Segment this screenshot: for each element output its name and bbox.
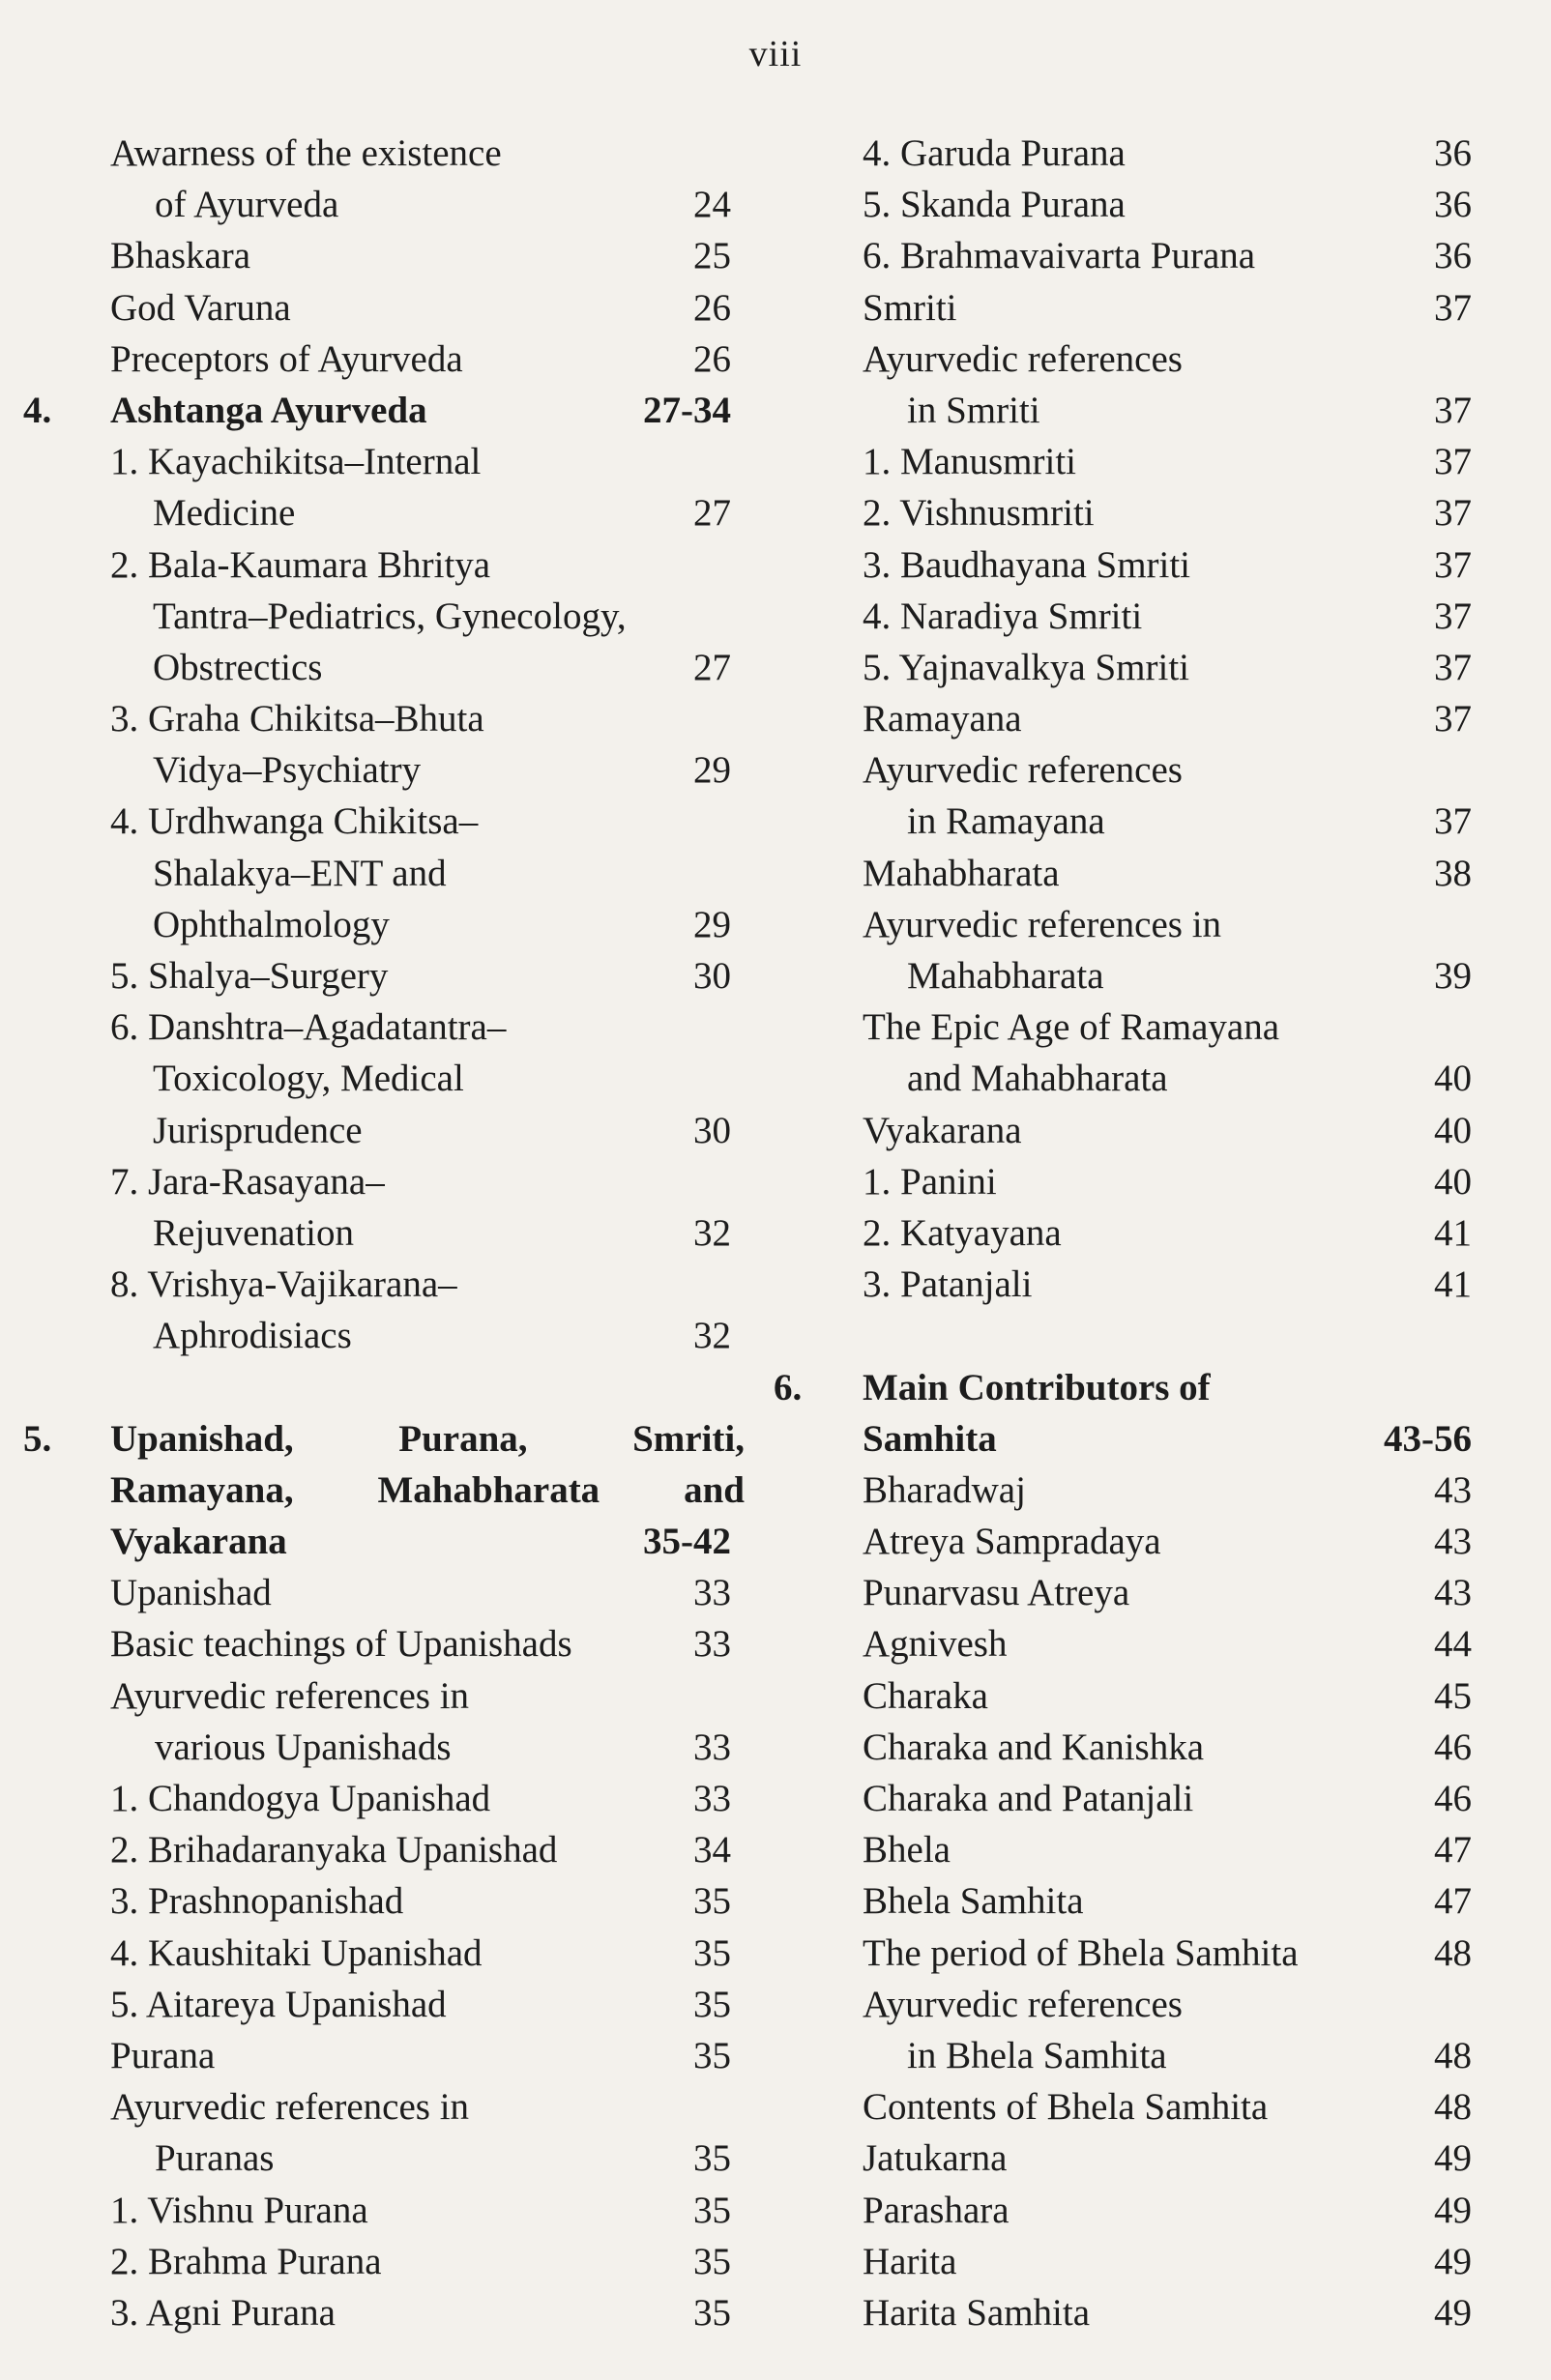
entry-title: 4. Garuda Purana bbox=[863, 132, 1126, 174]
entry-page-number: 36 bbox=[1434, 132, 1472, 174]
entry-page-number: 35 bbox=[693, 2189, 731, 2231]
entry-title: Samhita bbox=[863, 1417, 997, 1460]
toc-entry bbox=[774, 1105, 1472, 1156]
entry-page-number: 32 bbox=[693, 1211, 731, 1254]
toc-entry bbox=[23, 1979, 731, 2030]
toc-entry bbox=[23, 1053, 731, 1104]
toc-entry bbox=[23, 1567, 731, 1618]
entry-page-number: 33 bbox=[693, 1726, 731, 1768]
entry-title: Contents of Bhela Samhita bbox=[863, 2086, 1269, 2129]
entry-page-number: 35 bbox=[693, 1983, 731, 2025]
entry-page-number: 30 bbox=[693, 1109, 731, 1151]
entry-title: Ophthalmology bbox=[153, 903, 390, 945]
entry-page-number: 27-34 bbox=[643, 389, 731, 431]
entry-title: Ashtanga Ayurveda bbox=[110, 389, 427, 431]
toc-left-column bbox=[23, 128, 745, 2338]
entry-title: Ayurvedic references in bbox=[110, 1674, 470, 1717]
entry-page-number: 26 bbox=[693, 286, 731, 329]
toc-spacer bbox=[774, 1310, 1472, 1361]
toc-entry bbox=[23, 2081, 731, 2133]
entry-title: Mahabharata bbox=[863, 852, 1060, 894]
entry-title: Preceptors of Ayurveda bbox=[110, 337, 463, 380]
entry-page-number: 37 bbox=[1434, 543, 1472, 586]
entry-page-number: 40 bbox=[1434, 1109, 1472, 1151]
toc-entry bbox=[774, 848, 1472, 899]
entry-title: Medicine bbox=[153, 492, 296, 535]
toc-entry bbox=[774, 1773, 1472, 1824]
toc-entry bbox=[774, 334, 1472, 385]
entry-title: 2. Bala-Kaumara Bhritya bbox=[110, 543, 491, 586]
entry-page-number: 37 bbox=[1434, 646, 1472, 688]
entry-page-number: 43 bbox=[1434, 1468, 1472, 1511]
entry-page-number: 49 bbox=[1434, 2291, 1472, 2334]
entry-title: Charaka and Patanjali bbox=[863, 1778, 1194, 1819]
entry-title: 1. Manusmriti bbox=[863, 441, 1076, 483]
toc-entry bbox=[23, 1259, 731, 1310]
toc-entry bbox=[774, 2236, 1472, 2287]
toc-entry bbox=[774, 950, 1472, 1001]
entry-title: 3. Agni Purana bbox=[110, 2291, 336, 2334]
entry-title: 2. Brahma Purana bbox=[110, 2240, 382, 2282]
toc-entry bbox=[23, 1773, 731, 1824]
entry-page-number: 30 bbox=[693, 955, 731, 997]
toc-entry bbox=[774, 1516, 1472, 1567]
entry-title: Parashara bbox=[863, 2189, 1010, 2231]
chapter-number: 6. bbox=[774, 1366, 803, 1408]
entry-page-number: 35 bbox=[693, 1880, 731, 1923]
toc-entry bbox=[774, 1259, 1472, 1310]
toc-entry bbox=[23, 334, 731, 385]
toc-entry bbox=[774, 591, 1472, 642]
entry-title: Harita Samhita bbox=[863, 2291, 1091, 2334]
entry-title: in Ramayana bbox=[907, 800, 1105, 843]
entry-title: Puranas bbox=[155, 2137, 275, 2180]
entry-title: Agnivesh bbox=[863, 1623, 1008, 1666]
entry-title: Punarvasu Atreya bbox=[863, 1572, 1130, 1614]
toc-entry bbox=[23, 1722, 731, 1773]
entry-title: in Bhela Samhita bbox=[907, 2034, 1167, 2076]
toc-entry bbox=[23, 230, 731, 281]
toc-entry bbox=[23, 2185, 731, 2236]
entry-page-number: 37 bbox=[1434, 492, 1472, 535]
entry-title: Ayurvedic references in bbox=[863, 903, 1222, 945]
toc-entry bbox=[23, 1156, 731, 1207]
entry-page-number: 37 bbox=[1434, 441, 1472, 483]
entry-title: Obstrectics bbox=[153, 646, 323, 688]
entry-page-number: 35 bbox=[693, 2137, 731, 2180]
toc-entry bbox=[23, 2133, 731, 2184]
entry-title: Ayurvedic references bbox=[863, 749, 1183, 792]
toc-entry bbox=[23, 282, 731, 334]
entry-page-number: 41 bbox=[1434, 1263, 1472, 1306]
entry-page-number: 37 bbox=[1434, 595, 1472, 637]
toc-entry bbox=[23, 848, 731, 899]
entry-title: Upanishad, Purana, Smriti, bbox=[110, 1417, 745, 1460]
entry-title: 3. Prashnopanishad bbox=[110, 1880, 404, 1923]
toc-entry bbox=[23, 1105, 731, 1156]
toc-entry bbox=[23, 1875, 731, 1927]
toc-entry bbox=[774, 385, 1472, 436]
toc-entry bbox=[23, 128, 731, 179]
entry-page-number: 48 bbox=[1434, 2086, 1472, 2129]
entry-title: 8. Vrishya-Vajikarana– bbox=[110, 1263, 457, 1306]
toc-entry bbox=[774, 796, 1472, 847]
entry-title: of Ayurveda bbox=[155, 184, 339, 226]
entry-title: 2. Katyayana bbox=[863, 1211, 1062, 1254]
entry-page-number: 37 bbox=[1434, 698, 1472, 740]
entry-title: Purana bbox=[110, 2034, 216, 2076]
entry-page-number: 44 bbox=[1434, 1623, 1472, 1666]
toc-entry bbox=[774, 539, 1472, 591]
toc-entry bbox=[23, 693, 731, 744]
entry-page-number: 49 bbox=[1434, 2189, 1472, 2231]
entry-page-number: 35 bbox=[693, 2034, 731, 2076]
entry-page-number: 47 bbox=[1434, 1829, 1472, 1872]
entry-title: 4. Urdhwanga Chikitsa– bbox=[110, 800, 479, 843]
entry-title: Jurisprudence bbox=[153, 1109, 363, 1151]
toc-chapter-heading bbox=[23, 1465, 745, 1516]
toc-chapter-heading bbox=[774, 1413, 1472, 1465]
entry-title: 3. Baudhayana Smriti bbox=[863, 543, 1191, 586]
entry-title: 3. Patanjali bbox=[863, 1263, 1033, 1306]
entry-title: Ayurvedic references in bbox=[110, 2086, 470, 2129]
entry-page-number: 49 bbox=[1434, 2240, 1472, 2282]
toc-right-column bbox=[774, 128, 1472, 2338]
toc-entry bbox=[23, 539, 731, 591]
page-number: viii bbox=[748, 34, 803, 74]
entry-title: Ayurvedic references bbox=[863, 1983, 1183, 2025]
toc-entry bbox=[774, 282, 1472, 334]
entry-page-number: 37 bbox=[1434, 286, 1472, 329]
toc-entry bbox=[774, 128, 1472, 179]
toc-chapter-heading bbox=[23, 1516, 731, 1567]
entry-page-number: 40 bbox=[1434, 1160, 1472, 1203]
entry-title: Main Contributors of bbox=[863, 1366, 1211, 1408]
entry-title: 1. Chandogya Upanishad bbox=[110, 1778, 491, 1819]
toc-spacer bbox=[23, 1362, 731, 1413]
toc-entry bbox=[23, 899, 731, 950]
entry-page-number: 48 bbox=[1434, 2034, 1472, 2076]
entry-title: God Varuna bbox=[110, 286, 291, 329]
entry-title: Rejuvenation bbox=[153, 1211, 354, 1254]
entry-page-number: 43 bbox=[1434, 1521, 1472, 1563]
entry-title: Harita bbox=[863, 2240, 957, 2282]
entry-title: 5. Yajnavalkya Smriti bbox=[863, 646, 1189, 688]
entry-title: Tantra–Pediatrics, Gynecology, bbox=[153, 595, 627, 637]
entry-page-number: 36 bbox=[1434, 184, 1472, 226]
entry-page-number: 24 bbox=[693, 184, 731, 226]
toc-entry bbox=[774, 2133, 1472, 2184]
entry-title: 6. Brahmavaivarta Purana bbox=[863, 235, 1256, 277]
entry-page-number: 37 bbox=[1434, 800, 1472, 843]
toc-entry bbox=[23, 642, 731, 693]
entry-page-number: 35 bbox=[693, 1931, 731, 1974]
toc-entry bbox=[774, 1465, 1472, 1516]
entry-page-number: 48 bbox=[1434, 1931, 1472, 1974]
toc-entry bbox=[23, 2236, 731, 2287]
entry-page-number: 26 bbox=[693, 337, 731, 380]
entry-title: 2. Brihadaranyaka Upanishad bbox=[110, 1829, 558, 1872]
entry-title: Charaka and Kanishka bbox=[863, 1726, 1205, 1768]
toc-entry bbox=[774, 230, 1472, 281]
entry-page-number: 34 bbox=[693, 1829, 731, 1872]
entry-title: Ramayana, Mahabharata and bbox=[110, 1468, 745, 1511]
entry-page-number: 37 bbox=[1434, 389, 1472, 431]
toc-entry bbox=[774, 1567, 1472, 1618]
entry-title: 1. Panini bbox=[863, 1160, 997, 1203]
entry-title: in Smriti bbox=[907, 389, 1040, 431]
toc-entry bbox=[23, 179, 731, 230]
entry-title: Vyakarana bbox=[110, 1521, 287, 1563]
entry-page-number: 39 bbox=[1434, 955, 1472, 997]
entry-page-number: 32 bbox=[693, 1315, 731, 1357]
toc-entry bbox=[774, 1722, 1472, 1773]
entry-page-number: 46 bbox=[1434, 1778, 1472, 1819]
toc-entry bbox=[774, 642, 1472, 693]
toc-entry bbox=[774, 2081, 1472, 2133]
entry-title: 7. Jara-Rasayana– bbox=[110, 1160, 385, 1203]
entry-title: Vyakarana bbox=[863, 1109, 1022, 1151]
entry-title: 5. Shalya–Surgery bbox=[110, 955, 389, 997]
entry-title: 6. Danshtra–Agadatantra– bbox=[110, 1006, 507, 1049]
toc-entry bbox=[774, 899, 1472, 950]
entry-title: Jatukarna bbox=[863, 2137, 1008, 2180]
entry-title: Mahabharata bbox=[907, 955, 1104, 997]
toc-entry bbox=[774, 179, 1472, 230]
toc-entry bbox=[774, 1979, 1472, 2030]
toc-entry bbox=[23, 744, 731, 796]
entry-page-number: 35-42 bbox=[643, 1521, 731, 1563]
toc-entry bbox=[774, 2287, 1472, 2338]
entry-title: 2. Vishnusmriti bbox=[863, 492, 1095, 535]
toc-entry bbox=[774, 1618, 1472, 1669]
entry-page-number: 33 bbox=[693, 1623, 731, 1666]
toc-entry bbox=[774, 1928, 1472, 1979]
toc-entry bbox=[23, 1824, 731, 1875]
entry-title: and Mahabharata bbox=[907, 1058, 1168, 1100]
entry-title: Shalakya–ENT and bbox=[153, 852, 447, 894]
entry-page-number: 29 bbox=[693, 903, 731, 945]
entry-page-number: 41 bbox=[1434, 1211, 1472, 1254]
chapter-number: 4. bbox=[23, 389, 52, 431]
entry-title: Smriti bbox=[863, 286, 957, 329]
entry-title: 1. Kayachikitsa–Internal bbox=[110, 441, 482, 483]
toc-chapter-heading bbox=[23, 385, 731, 436]
entry-page-number: 33 bbox=[693, 1572, 731, 1614]
entry-title: 4. Kaushitaki Upanishad bbox=[110, 1931, 483, 1974]
toc-entry bbox=[774, 693, 1472, 744]
toc-entry bbox=[23, 2287, 731, 2338]
toc-entry bbox=[774, 1875, 1472, 1927]
entry-title: Bhaskara bbox=[110, 235, 251, 277]
entry-page-number: 35 bbox=[693, 2240, 731, 2282]
toc-entry bbox=[774, 1001, 1472, 1053]
entry-title: Upanishad bbox=[110, 1572, 272, 1614]
entry-title: Bhela bbox=[863, 1829, 951, 1872]
entry-title: Aphrodisiacs bbox=[153, 1315, 352, 1357]
toc-entry bbox=[774, 1053, 1472, 1104]
entry-title: Ayurvedic references bbox=[863, 337, 1183, 380]
toc-entry bbox=[23, 1618, 731, 1669]
toc-entry bbox=[23, 950, 731, 1001]
toc-entry bbox=[774, 1207, 1472, 1259]
toc-entry bbox=[23, 436, 731, 487]
entry-page-number: 43-56 bbox=[1384, 1417, 1472, 1460]
toc-entry bbox=[774, 1156, 1472, 1207]
entry-page-number: 35 bbox=[693, 2291, 731, 2334]
entry-page-number: 40 bbox=[1434, 1058, 1472, 1100]
toc-entry bbox=[774, 2030, 1472, 2081]
entry-page-number: 49 bbox=[1434, 2137, 1472, 2180]
entry-title: Atreya Sampradaya bbox=[863, 1521, 1161, 1563]
toc-entry bbox=[23, 1310, 731, 1361]
chapter-number: 5. bbox=[23, 1417, 52, 1460]
entry-title: 3. Graha Chikitsa–Bhuta bbox=[110, 698, 484, 740]
entry-title: Bharadwaj bbox=[863, 1468, 1026, 1511]
entry-title: 5. Aitareya Upanishad bbox=[110, 1983, 447, 2025]
entry-title: The period of Bhela Samhita bbox=[863, 1931, 1299, 1974]
entry-title: The Epic Age of Ramayana bbox=[863, 1006, 1279, 1049]
entry-page-number: 43 bbox=[1434, 1572, 1472, 1614]
entry-page-number: 27 bbox=[693, 646, 731, 688]
entry-title: various Upanishads bbox=[155, 1726, 452, 1768]
entry-page-number: 38 bbox=[1434, 852, 1472, 894]
toc-chapter-heading bbox=[23, 1413, 745, 1465]
toc-entry bbox=[774, 1824, 1472, 1875]
toc-entry bbox=[23, 1207, 731, 1259]
toc-entry bbox=[774, 1670, 1472, 1722]
entry-title: Vidya–Psychiatry bbox=[153, 749, 422, 792]
toc-entry bbox=[23, 796, 731, 847]
entry-title: Awarness of the existence bbox=[110, 132, 502, 174]
toc-entry bbox=[23, 1001, 731, 1053]
entry-page-number: 47 bbox=[1434, 1880, 1472, 1923]
toc-entry bbox=[774, 744, 1472, 796]
entry-title: Toxicology, Medical bbox=[153, 1058, 464, 1100]
entry-page-number: 25 bbox=[693, 235, 731, 277]
entry-title: 4. Naradiya Smriti bbox=[863, 595, 1143, 637]
toc-entry bbox=[774, 2185, 1472, 2236]
entry-page-number: 36 bbox=[1434, 235, 1472, 277]
toc-entry bbox=[23, 1928, 731, 1979]
entry-title: Bhela Samhita bbox=[863, 1880, 1084, 1923]
toc-entry bbox=[23, 487, 731, 538]
entry-page-number: 33 bbox=[693, 1778, 731, 1819]
entry-title: Basic teachings of Upanishads bbox=[110, 1623, 572, 1666]
entry-page-number: 45 bbox=[1434, 1674, 1472, 1717]
entry-page-number: 46 bbox=[1434, 1726, 1472, 1768]
toc-chapter-heading bbox=[774, 1362, 1472, 1413]
entry-title: Ramayana bbox=[863, 698, 1022, 740]
entry-title: 1. Vishnu Purana bbox=[110, 2189, 368, 2231]
entry-title: 5. Skanda Purana bbox=[863, 184, 1126, 226]
toc-entry bbox=[774, 487, 1472, 538]
toc-entry bbox=[23, 2030, 731, 2081]
toc-entry bbox=[23, 591, 731, 642]
entry-page-number: 29 bbox=[693, 749, 731, 792]
entry-page-number: 27 bbox=[693, 492, 731, 535]
toc-entry bbox=[23, 1670, 731, 1722]
toc-entry bbox=[774, 436, 1472, 487]
entry-title: Charaka bbox=[863, 1674, 988, 1717]
